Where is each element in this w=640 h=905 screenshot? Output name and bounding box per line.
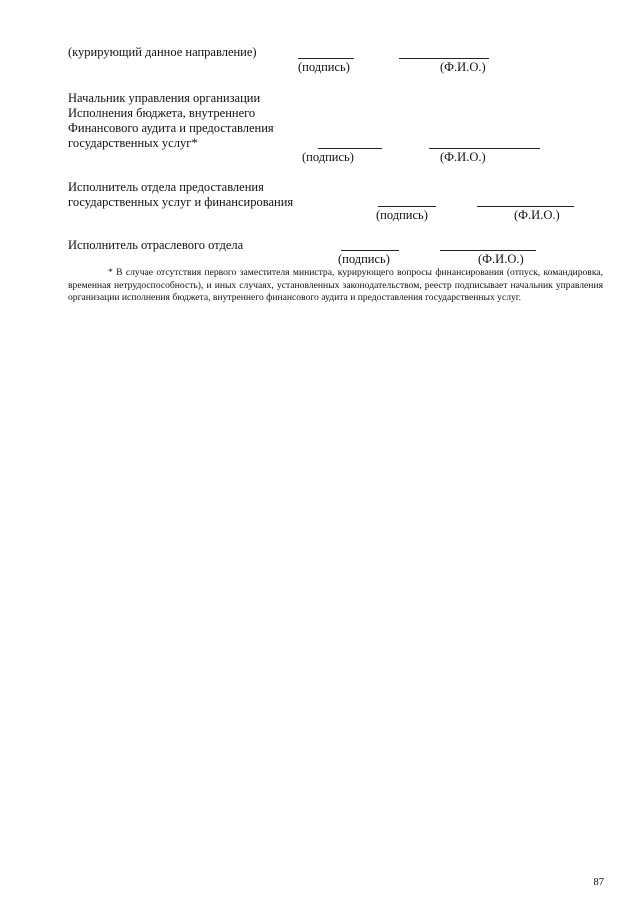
signature-caption: (подпись) (302, 150, 354, 164)
signer-label: государственных услуг* (68, 136, 198, 150)
signer-label: Исполнитель отраслевого отдела (68, 238, 244, 252)
signer-label: Начальник управления организации (68, 91, 261, 105)
signer-label: Исполнитель отдела предоставления (68, 180, 264, 194)
name-line (440, 250, 536, 251)
name-caption: (Ф.И.О.) (478, 252, 524, 266)
signature-caption: (подпись) (338, 252, 390, 266)
signer-label: государственных услуг и финансирования (68, 195, 294, 209)
signature-line (298, 58, 354, 59)
signer-label: Исполнения бюджета, внутреннего (68, 106, 256, 120)
signer-label: (курирующий данное направление) (68, 45, 257, 59)
signature-caption: (подпись) (376, 208, 428, 222)
name-caption: (Ф.И.О.) (440, 150, 486, 164)
signer-label: Финансового аудита и предоставления (68, 121, 274, 135)
name-line (399, 58, 489, 59)
signature-line (378, 206, 436, 207)
name-caption: (Ф.И.О.) (440, 60, 486, 74)
signature-line (318, 148, 382, 149)
name-caption: (Ф.И.О.) (514, 208, 560, 222)
page-number: 87 (593, 877, 604, 888)
footnote (68, 267, 603, 305)
footnote-text: * В случае отсутствия первого заместителя министра, курирующего вопросы финансирования (отпуск, командировка, временная нетрудоспособность), и иных случаях, установленных законодательством, реестр подписывает начальник управления организации исполнения бюджета, внутреннего финансового аудита и предоставления государственных услуг. (68, 267, 603, 304)
signature-line (341, 250, 399, 251)
signature-caption: (подпись) (298, 60, 350, 74)
name-line (477, 206, 574, 207)
name-line (429, 148, 540, 149)
